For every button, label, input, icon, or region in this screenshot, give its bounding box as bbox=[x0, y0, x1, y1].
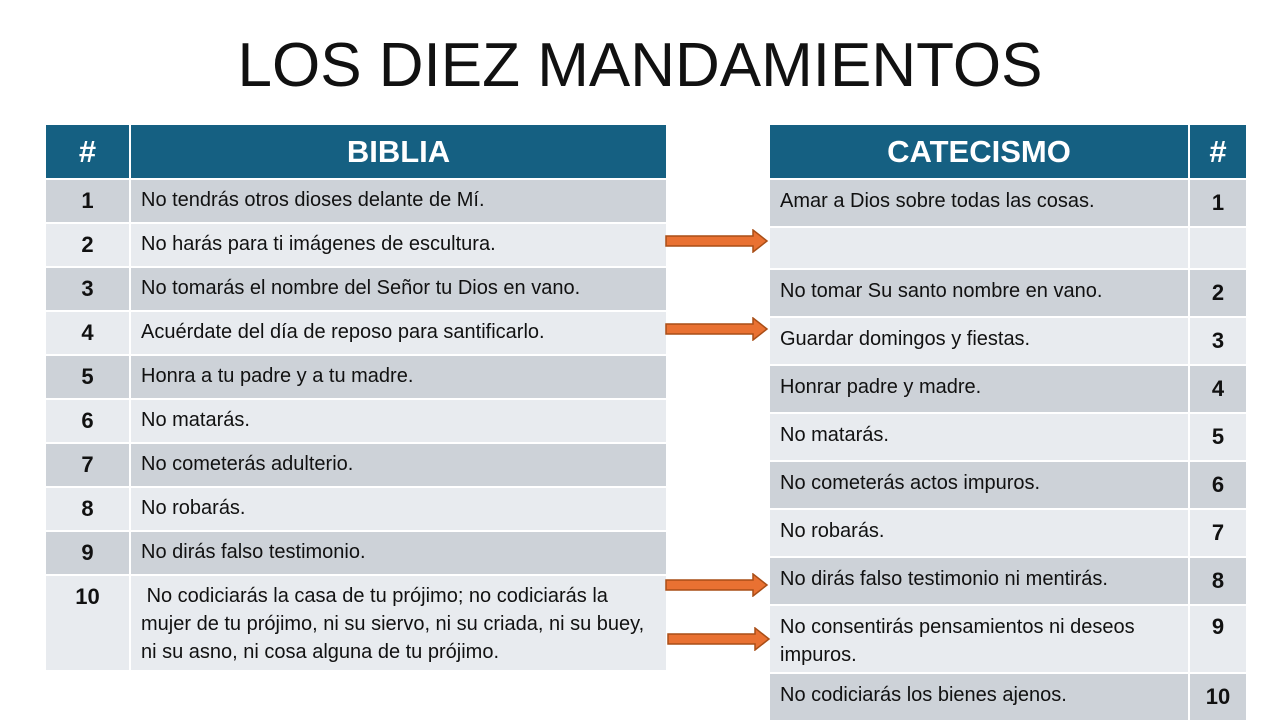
biblia-row-num: 2 bbox=[45, 223, 130, 267]
catecismo-row-text: Amar a Dios sobre todas las cosas. bbox=[769, 179, 1189, 227]
biblia-row-text: No dirás falso testimonio. bbox=[130, 531, 667, 575]
catecismo-row-text: No codiciarás los bienes ajenos. bbox=[769, 673, 1189, 721]
catecismo-row-text: No dirás falso testimonio ni mentirás. bbox=[769, 557, 1189, 605]
biblia-row-text: No cometerás adulterio. bbox=[130, 443, 667, 487]
biblia-row-text: No tendrás otros dioses delante de Mí. bbox=[130, 179, 667, 223]
catecismo-header-num: # bbox=[1189, 125, 1247, 179]
biblia-row-num: 6 bbox=[45, 399, 130, 443]
biblia-row bbox=[45, 443, 667, 487]
biblia-table bbox=[44, 125, 668, 672]
biblia-row-text: Honra a tu padre y a tu madre. bbox=[130, 355, 667, 399]
biblia-row-num: 7 bbox=[45, 443, 130, 487]
biblia-header-num: # bbox=[45, 125, 130, 179]
biblia-row bbox=[45, 355, 667, 399]
catecismo-row-num: 7 bbox=[1189, 509, 1247, 557]
arrow-right-icon bbox=[667, 627, 771, 651]
catecismo-row bbox=[769, 461, 1247, 509]
biblia-row bbox=[45, 267, 667, 311]
arrow-right-icon bbox=[665, 573, 769, 597]
biblia-header-text: BIBLIA bbox=[130, 125, 667, 179]
biblia-row-text: No harás para ti imágenes de escultura. bbox=[130, 223, 667, 267]
biblia-header-row bbox=[45, 125, 667, 179]
arrow-right-icon bbox=[665, 317, 769, 341]
biblia-row-text: Acuérdate del día de reposo para santificarlo. bbox=[130, 311, 667, 355]
catecismo-row-text: No matarás. bbox=[769, 413, 1189, 461]
biblia-row bbox=[45, 311, 667, 355]
catecismo-row-text: No tomar Su santo nombre en vano. bbox=[769, 269, 1189, 317]
biblia-row-text: No matarás. bbox=[130, 399, 667, 443]
biblia-row-num: 8 bbox=[45, 487, 130, 531]
catecismo-table bbox=[768, 125, 1248, 722]
catecismo-row-num: 1 bbox=[1189, 179, 1247, 227]
catecismo-header-row bbox=[769, 125, 1247, 179]
catecismo-row-num: 2 bbox=[1189, 269, 1247, 317]
catecismo-row-text bbox=[769, 227, 1189, 269]
catecismo-row-num bbox=[1189, 227, 1247, 269]
biblia-row-text: No codiciarás la casa de tu prójimo; no codiciarás la mujer de tu prójimo, ni su siervo, ni su criada, ni su buey, ni su asno, ni cosa alguna de tu prójimo. bbox=[130, 575, 667, 671]
biblia-row bbox=[45, 179, 667, 223]
catecismo-row bbox=[769, 413, 1247, 461]
catecismo-row-empty bbox=[769, 227, 1247, 269]
catecismo-row bbox=[769, 269, 1247, 317]
catecismo-row bbox=[769, 179, 1247, 227]
catecismo-row-num: 3 bbox=[1189, 317, 1247, 365]
page-title: LOS DIEZ MANDAMIENTOS bbox=[237, 31, 1043, 100]
biblia-row-num: 10 bbox=[45, 575, 130, 671]
biblia-row-num: 1 bbox=[45, 179, 130, 223]
catecismo-row-num: 10 bbox=[1189, 673, 1247, 721]
biblia-row bbox=[45, 223, 667, 267]
catecismo-row-num: 6 bbox=[1189, 461, 1247, 509]
catecismo-row bbox=[769, 317, 1247, 365]
catecismo-row bbox=[769, 557, 1247, 605]
biblia-row bbox=[45, 575, 667, 671]
catecismo-row bbox=[769, 605, 1247, 673]
biblia-row-num: 4 bbox=[45, 311, 130, 355]
catecismo-row-num: 4 bbox=[1189, 365, 1247, 413]
catecismo-row-text: Guardar domingos y fiestas. bbox=[769, 317, 1189, 365]
catecismo-row bbox=[769, 673, 1247, 721]
catecismo-row-text: No robarás. bbox=[769, 509, 1189, 557]
biblia-row bbox=[45, 399, 667, 443]
catecismo-row bbox=[769, 509, 1247, 557]
catecismo-header-text: CATECISMO bbox=[769, 125, 1189, 179]
catecismo-row bbox=[769, 365, 1247, 413]
biblia-row bbox=[45, 531, 667, 575]
biblia-row-text: No robarás. bbox=[130, 487, 667, 531]
biblia-row-num: 3 bbox=[45, 267, 130, 311]
catecismo-row-num: 8 bbox=[1189, 557, 1247, 605]
biblia-row bbox=[45, 487, 667, 531]
catecismo-row-text: No cometerás actos impuros. bbox=[769, 461, 1189, 509]
catecismo-row-text: No consentirás pensamientos ni deseos impuros. bbox=[769, 605, 1189, 673]
arrow-right-icon bbox=[665, 229, 769, 253]
catecismo-row-num: 9 bbox=[1189, 605, 1247, 673]
catecismo-row-text: Honrar padre y madre. bbox=[769, 365, 1189, 413]
catecismo-row-num: 5 bbox=[1189, 413, 1247, 461]
biblia-row-num: 5 bbox=[45, 355, 130, 399]
biblia-row-num: 9 bbox=[45, 531, 130, 575]
biblia-row-text: No tomarás el nombre del Señor tu Dios en vano. bbox=[130, 267, 667, 311]
